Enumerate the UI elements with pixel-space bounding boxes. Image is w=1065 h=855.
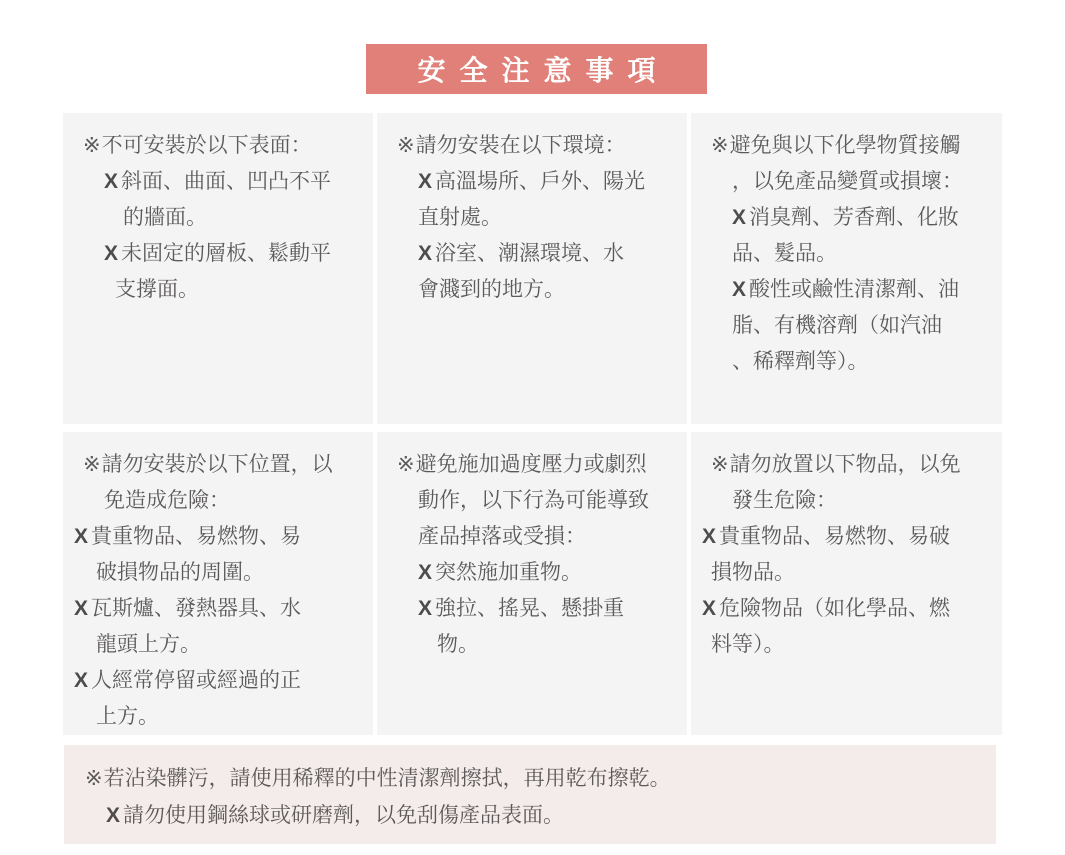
warning-line (418, 591, 675, 627)
warning-box-locations (63, 432, 373, 735)
warning-box-environments (377, 113, 687, 424)
line-text: 瓦斯爐、發熱器具、水 (91, 597, 302, 620)
warning-line (732, 200, 990, 236)
warning-line (74, 591, 361, 627)
x-mark: X (702, 597, 717, 620)
line-text: 損物品。 (711, 561, 795, 584)
warning-line (104, 236, 361, 272)
warning-line (83, 447, 361, 483)
x-mark: X (104, 170, 119, 193)
line-text: 品、髮品。 (732, 242, 837, 265)
warning-line (732, 344, 990, 380)
line-text: 避免與以下化學物質接觸 (729, 134, 961, 157)
warning-line (397, 128, 675, 164)
x-mark: X (418, 597, 433, 620)
x-mark: X (418, 561, 433, 584)
reference-mark: ※ (711, 134, 729, 157)
warning-box-items (691, 432, 1002, 735)
warning-line (96, 555, 361, 591)
line-text: 動作，以下行為可能導致 (418, 489, 649, 512)
line-text: 斜面、曲面、凹凸不平 (121, 170, 332, 193)
warning-line (397, 447, 675, 483)
line-text: 高溫場所、戶外、陽光 (435, 170, 646, 193)
warning-line (418, 519, 675, 555)
line-text: 料等）。 (711, 633, 785, 656)
x-mark: X (74, 597, 89, 620)
warning-line (732, 308, 990, 344)
cleaning-note-line (85, 760, 980, 797)
x-mark: X (106, 804, 121, 827)
line-text: 若沾染髒污，請使用稀釋的中性清潔劑擦拭，再用乾布擦乾。 (103, 767, 671, 790)
line-text: 請勿安裝在以下環境： (415, 134, 626, 157)
warning-line (702, 519, 990, 555)
reference-mark: ※ (83, 134, 101, 157)
line-text: 酸性或鹼性清潔劑、油 (749, 278, 960, 301)
line-text: 支撐面。 (115, 278, 199, 301)
reference-mark: ※ (83, 453, 101, 476)
reference-mark: ※ (397, 134, 415, 157)
warning-box-pressure (377, 432, 687, 735)
line-text: 破損物品的周圍。 (96, 561, 264, 584)
x-mark: X (74, 669, 89, 692)
page-title: 安全注意事項 (417, 55, 670, 86)
warning-line (418, 555, 675, 591)
line-text: 免造成危險： (104, 489, 230, 512)
warning-line (83, 128, 361, 164)
warning-line (418, 272, 675, 308)
line-text: 強拉、搖晃、懸掛重 (435, 597, 625, 620)
line-text: 突然施加重物。 (435, 561, 583, 584)
warning-line (711, 447, 990, 483)
warning-line (104, 164, 361, 200)
warning-line (711, 555, 990, 591)
warning-line (123, 200, 361, 236)
warning-line (711, 128, 990, 164)
line-text: 不可安裝於以下表面： (101, 134, 312, 157)
warning-line (74, 519, 361, 555)
warning-line (702, 591, 990, 627)
line-text: 危險物品（如化學品、燃 (719, 597, 951, 620)
warning-box-chemicals (691, 113, 1002, 424)
warning-line (418, 236, 675, 272)
warning-line (418, 164, 675, 200)
line-text: 避免施加過度壓力或劇烈 (415, 453, 647, 476)
warning-box-surfaces (63, 113, 373, 424)
line-text: 的牆面。 (123, 206, 207, 229)
line-text: 人經常停留或經過的正 (91, 669, 302, 692)
cleaning-note-line (106, 797, 980, 834)
reference-mark: ※ (711, 453, 729, 476)
line-text: 貴重物品、易燃物、易 (91, 525, 302, 548)
line-text: 浴室、潮濕環境、水 (435, 242, 625, 265)
reference-mark: ※ (85, 767, 103, 790)
reference-mark: ※ (397, 453, 415, 476)
x-mark: X (418, 170, 433, 193)
line-text: 物。 (437, 633, 479, 656)
warning-line (437, 627, 675, 663)
x-mark: X (74, 525, 89, 548)
warning-line (96, 699, 361, 735)
warning-line (711, 627, 990, 663)
warning-line (115, 272, 361, 308)
line-text: 龍頭上方。 (96, 633, 201, 656)
line-text: ，以免產品變質或損壞： (732, 170, 963, 193)
x-mark: X (418, 242, 433, 265)
warning-line (732, 483, 990, 519)
line-text: 脂、有機溶劑（如汽油 (732, 314, 942, 337)
x-mark: X (702, 525, 717, 548)
x-mark: X (104, 242, 119, 265)
safety-title-banner (366, 44, 707, 94)
warning-line (104, 483, 361, 519)
line-text: 會濺到的地方。 (418, 278, 565, 301)
warning-line (74, 663, 361, 699)
warning-line (732, 164, 990, 200)
warning-line (418, 200, 675, 236)
line-text: 發生危險： (732, 489, 837, 512)
line-text: 未固定的層板、鬆動平 (121, 242, 332, 265)
line-text: 直射處。 (418, 206, 502, 229)
line-text: 請勿使用鋼絲球或研磨劑，以免刮傷產品表面。 (123, 804, 565, 827)
x-mark: X (732, 206, 747, 229)
warning-line (96, 627, 361, 663)
line-text: 請勿安裝於以下位置，以 (101, 453, 333, 476)
warning-line (732, 236, 990, 272)
line-text: 產品掉落或受損： (418, 525, 586, 548)
warning-line (418, 483, 675, 519)
line-text: 、稀釋劑等）。 (732, 350, 869, 373)
x-mark: X (732, 278, 747, 301)
cleaning-note-box (64, 745, 996, 844)
line-text: 貴重物品、易燃物、易破 (719, 525, 951, 548)
line-text: 請勿放置以下物品，以免 (729, 453, 961, 476)
warning-line (732, 272, 990, 308)
line-text: 消臭劑、芳香劑、化妝 (749, 206, 960, 229)
line-text: 上方。 (96, 705, 159, 728)
